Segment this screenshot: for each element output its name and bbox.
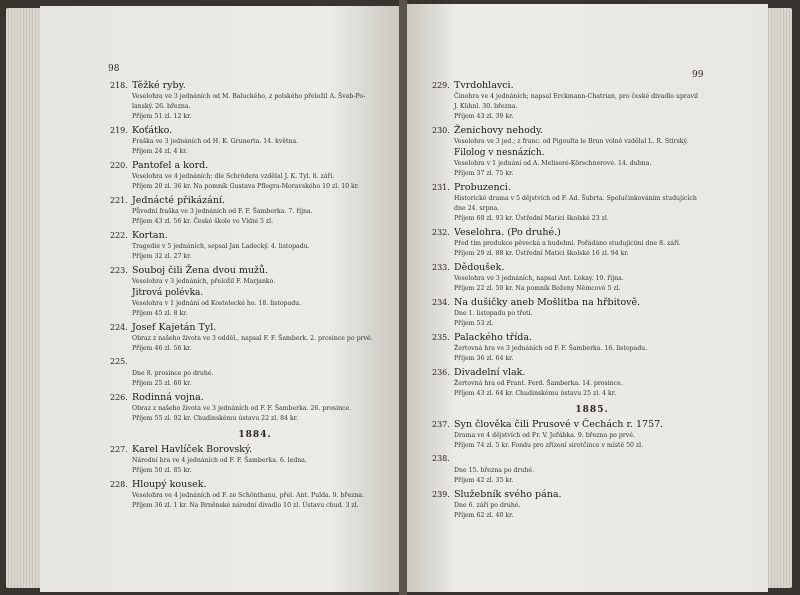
- entry-title: Koťátko.: [132, 125, 173, 136]
- entry-number: 236.: [432, 368, 450, 377]
- entry-number: 234.: [432, 298, 450, 307]
- entry-detail-line: Příjem 43 zl. 64 kr. Chudinskému ústavu 25 zl. 4 kr.: [454, 390, 617, 397]
- entry-detail-line: Příjem 32 zl. 27 kr.: [132, 253, 192, 260]
- entry-number: 221.: [110, 196, 128, 205]
- entry-title: Ženichovy nehody.: [454, 125, 544, 136]
- entry-detail-line: Příjem 60 zl. 93 kr. Ústřední Matici školské 23 zl.: [454, 215, 609, 222]
- entry-detail-line: Obraz z našeho života ve 3 jednáních od F. F. Šamberka. 26. prosince.: [132, 405, 352, 412]
- entry-detail-line: Dne 1. listopadu po třetí.: [454, 310, 533, 317]
- entry-head: [432, 80, 752, 92]
- entry-detail-line: Příjem 25 zl. 60 kr.: [132, 380, 192, 387]
- entry-detail-line: Původní fraška ve 3 jednáních od F. F. Šamberka. 7. října.: [132, 208, 313, 215]
- entry-number: 237.: [432, 420, 450, 429]
- catalog-entry: [432, 367, 752, 399]
- entry-head: [110, 160, 400, 172]
- entry-number: 227.: [110, 445, 128, 454]
- entry-detail-line: Příjem 36 zl. 64 kr.: [454, 355, 514, 362]
- entry-number: 235.: [432, 333, 450, 342]
- entry-detail-line: Veselohra ve 3 jednáních od M. Baluckého, z polského přeložil A. Švab-Po-: [132, 93, 366, 100]
- entry-number: 226.: [110, 393, 128, 402]
- entry-head: [110, 230, 400, 242]
- catalog-entry: [432, 262, 752, 294]
- entry-detail-line: Příjem 45 zl. 8 kr.: [132, 310, 188, 317]
- entry-sub-title: Jitrová polévka.: [132, 288, 204, 298]
- entry-detail-line: Příjem 43 zl. 56 kr. České škole ve Vídni 5 zl.: [132, 218, 274, 225]
- catalog-entry: [110, 444, 400, 476]
- catalog-entry: [110, 230, 400, 262]
- entry-detail-line: Příjem 43 zl. 39 kr.: [454, 113, 514, 120]
- entry-head: [432, 182, 752, 194]
- entry-detail-line: Veselohra ve 3 jednáních, napsal Ant. Lokay. 19. října.: [454, 275, 624, 282]
- entry-title: Kortan.: [132, 230, 168, 241]
- entry-head: [432, 297, 752, 309]
- catalog-entry: [432, 182, 752, 224]
- entry-detail-line: Příjem 62 zl. 40 kr.: [454, 512, 514, 519]
- entry-head: [110, 125, 400, 137]
- left-page: [40, 6, 402, 592]
- entry-detail-line: Příjem 55 zl. 92 kr. Chudinskému ústavu 22 zl. 84 kr.: [132, 415, 298, 422]
- right-page-number: 99: [692, 70, 704, 80]
- catalog-entry: [110, 265, 400, 319]
- entry-head: [110, 392, 400, 404]
- entry-detail-line: Veselohra ve 4 jednáních od F. ze Schönthanu, přel. Ant. Pulda. 9. března.: [132, 492, 365, 499]
- entry-detail-line: Veselohra v 3 jednáních, přeložil F. Marjanko.: [132, 278, 276, 285]
- entry-head: [432, 227, 752, 239]
- entry-detail-line: Příjem 24 zl. 4 kr.: [132, 148, 188, 155]
- year-heading: 1884.: [238, 430, 272, 440]
- catalog-entry: [432, 489, 752, 521]
- entry-title: Jednácté přikázání.: [132, 195, 226, 206]
- entry-head: [110, 357, 400, 369]
- catalog-entry: [432, 419, 752, 451]
- catalog-entry: [110, 392, 400, 424]
- entry-title: Syn člověka čili Prusové v Čechách r. 1757.: [454, 419, 664, 430]
- catalog-entry: [432, 80, 752, 122]
- catalog-entry: [110, 195, 400, 227]
- entry-number: 219.: [110, 126, 128, 135]
- entry-detail-line: Příjem 74 zl. 5 kr. Fondu pro zřízení sirotčince v místě 50 zl.: [454, 442, 644, 449]
- entry-detail-line: Národní hra ve 4 jednáních od F. F. Šamberka. 6. ledna.: [132, 457, 307, 464]
- entry-detail-line: Veselohra v 1 jednání od Kostelecké ho. 18. listopadu.: [132, 300, 302, 307]
- entry-number: 223.: [110, 266, 128, 275]
- entry-head: [432, 332, 752, 344]
- entry-detail-line: Před tím produkce pěvecká a hudební. Pořádáno studujícími dne 8. září.: [454, 240, 681, 247]
- entry-head: [432, 125, 752, 137]
- entry-detail-line: Příjem 37 zl. 75 kr.: [454, 170, 514, 177]
- entry-detail-line: Dne 6. září po druhé.: [454, 502, 521, 509]
- entry-title: Těžké ryby.: [132, 80, 186, 91]
- right-page-entries: [432, 80, 752, 524]
- catalog-entry: [110, 357, 400, 389]
- entry-title: Dědoušek.: [454, 262, 505, 273]
- entry-detail-line: Fraška ve 3 jednáních od H. K. Grunerta. 14. května.: [132, 138, 299, 145]
- entry-detail-line: dne 24. srpna.: [454, 205, 500, 212]
- entry-number: 232.: [432, 228, 450, 237]
- entry-head: [110, 444, 400, 456]
- entry-detail-line: Obraz z našeho života ve 3 odděl., napsal F. F. Šamberk. 2. prosince po prvé.: [132, 335, 373, 342]
- entry-number: 231.: [432, 183, 450, 192]
- entry-title: Na dušičky aneb Mošlitba na hřbitově.: [454, 297, 641, 308]
- entry-detail-line: Drama ve 4 dějstvích od Fr. V. Jeřábka. 9. března po prvé.: [454, 432, 635, 439]
- entry-detail-line: Příjem 50 zl. 85 kr.: [132, 467, 192, 474]
- left-page-number: 98: [108, 64, 120, 74]
- entry-number: 224.: [110, 323, 128, 332]
- entry-head: [110, 322, 400, 334]
- entry-detail-line: Příjem 29 zl. 88 kr. Ústřední Matici školské 16 zl. 94 kr.: [454, 250, 629, 257]
- entry-number: 218.: [110, 81, 128, 90]
- entry-detail-line: Dne 8. prosince po druhé.: [132, 370, 214, 377]
- catalog-entry: [110, 479, 400, 511]
- entry-title: Karel Havlíček Borovský.: [132, 444, 253, 455]
- entry-detail-line: Historické drama v 5 dějstvích od F. Ad. Šubrta. Spolučinkováním studujících: [454, 195, 697, 202]
- entry-number: 228.: [110, 480, 128, 489]
- entry-title: Služebník svého pána.: [454, 489, 562, 500]
- entry-head: [110, 265, 400, 277]
- entry-detail-line: Příjem 20 zl. 36 kr. Na pomník Gustava Pflegra-Moravského 10 zl. 10 kr.: [132, 183, 360, 190]
- entry-head: [110, 195, 400, 207]
- catalog-entry: [110, 125, 400, 157]
- left-page-entries: [110, 80, 400, 514]
- entry-detail-line: J. Kühnl. 30. března.: [454, 103, 518, 110]
- entry-detail-line: Veselohra v 1 jednání od A. Meliseré-Körschnerové. 14. dubna.: [454, 160, 652, 167]
- entry-number: 233.: [432, 263, 450, 272]
- entry-detail-line: Příjem 22 zl. 50 kr. Na pomník Boženy Němcové 5 zl.: [454, 285, 621, 292]
- entry-detail-line: Žertovná hra ve 3 jednáních od F. F. Šamberka. 16. listopadu.: [454, 345, 648, 352]
- entry-number: 239.: [432, 490, 450, 499]
- catalog-entry: [432, 227, 752, 259]
- entry-number: 222.: [110, 231, 128, 240]
- entry-sub-title: Filolog v nesnázích.: [454, 148, 545, 158]
- entry-number: 220.: [110, 161, 128, 170]
- entry-title: Pantofel a kord.: [132, 160, 209, 171]
- entry-number: 225.: [110, 357, 128, 366]
- entry-detail-line: Příjem 51 zl. 12 kr.: [132, 113, 192, 120]
- entry-number: 238.: [432, 454, 450, 463]
- entry-head: [432, 262, 752, 274]
- entry-detail-line: Příjem 53 zl.: [454, 320, 494, 327]
- catalog-entry: [432, 297, 752, 329]
- entry-head: [432, 489, 752, 501]
- entry-detail-line: Tragedie v 5 jednáních, sepsal Jan Ladecký. 4. listopadu.: [132, 243, 310, 250]
- entry-detail-line: Veselohra ve 4 jednáních; dle Schrödera vzdělal J. K. Tyl. 8. září.: [132, 173, 335, 180]
- year-heading: 1885.: [575, 405, 609, 415]
- entry-title: Palackého třída.: [454, 332, 533, 343]
- entry-number: 230.: [432, 126, 450, 135]
- right-page: [404, 4, 768, 592]
- catalog-entry: [110, 322, 400, 354]
- entry-title: Rodinná vojna.: [132, 392, 204, 403]
- entry-number: 229.: [432, 81, 450, 90]
- entry-detail-line: Příjem 36 zl. 1 kr. Na Brněnské národní divadlo 10 zl. Ústavu chud. 3 zl.: [132, 502, 359, 509]
- entry-title: Divadelní vlak.: [454, 367, 526, 378]
- entry-title: Probuzenci.: [454, 182, 511, 193]
- catalog-entry: [432, 332, 752, 364]
- entry-detail-line: Činohra ve 4 jednáních; napsal Erckmann-Chatrian, pro české divadlo upravil: [454, 93, 699, 100]
- catalog-entry: [110, 80, 400, 122]
- entry-detail-line: Dne 15. března po druhé.: [454, 467, 535, 474]
- entry-title: Tvrdohlavci.: [454, 80, 514, 91]
- entry-head: [110, 80, 400, 92]
- entry-title: Veselohra. (Po druhé.): [454, 227, 561, 238]
- entry-head: [432, 454, 752, 466]
- entry-detail-line: Veselohra ve 3 jed.; z franc. od Pigoulta le Brun volně vzdělal L. R. Stírský.: [454, 138, 689, 145]
- entry-head: [110, 479, 400, 491]
- catalog-entry: [110, 160, 400, 192]
- catalog-entry: [432, 125, 752, 179]
- entry-head: [432, 367, 752, 379]
- entry-detail-line: Příjem 46 zl. 56 kr.: [132, 345, 192, 352]
- entry-detail-line: lanský. 26. března.: [132, 103, 191, 110]
- entry-detail-line: Příjem 42 zl. 35 kr.: [454, 477, 514, 484]
- entry-head: [432, 419, 752, 431]
- entry-title: Souboj čili Žena dvou mužů.: [132, 265, 269, 276]
- entry-title: Hloupý kousek.: [132, 479, 207, 490]
- entry-detail-line: Žertovná hra od Frant. Ferd. Šamberka. 14. prosince.: [454, 380, 623, 387]
- catalog-entry: [432, 454, 752, 486]
- entry-title: Josef Kajetán Tyl.: [132, 322, 217, 333]
- book-gutter: [399, 0, 407, 595]
